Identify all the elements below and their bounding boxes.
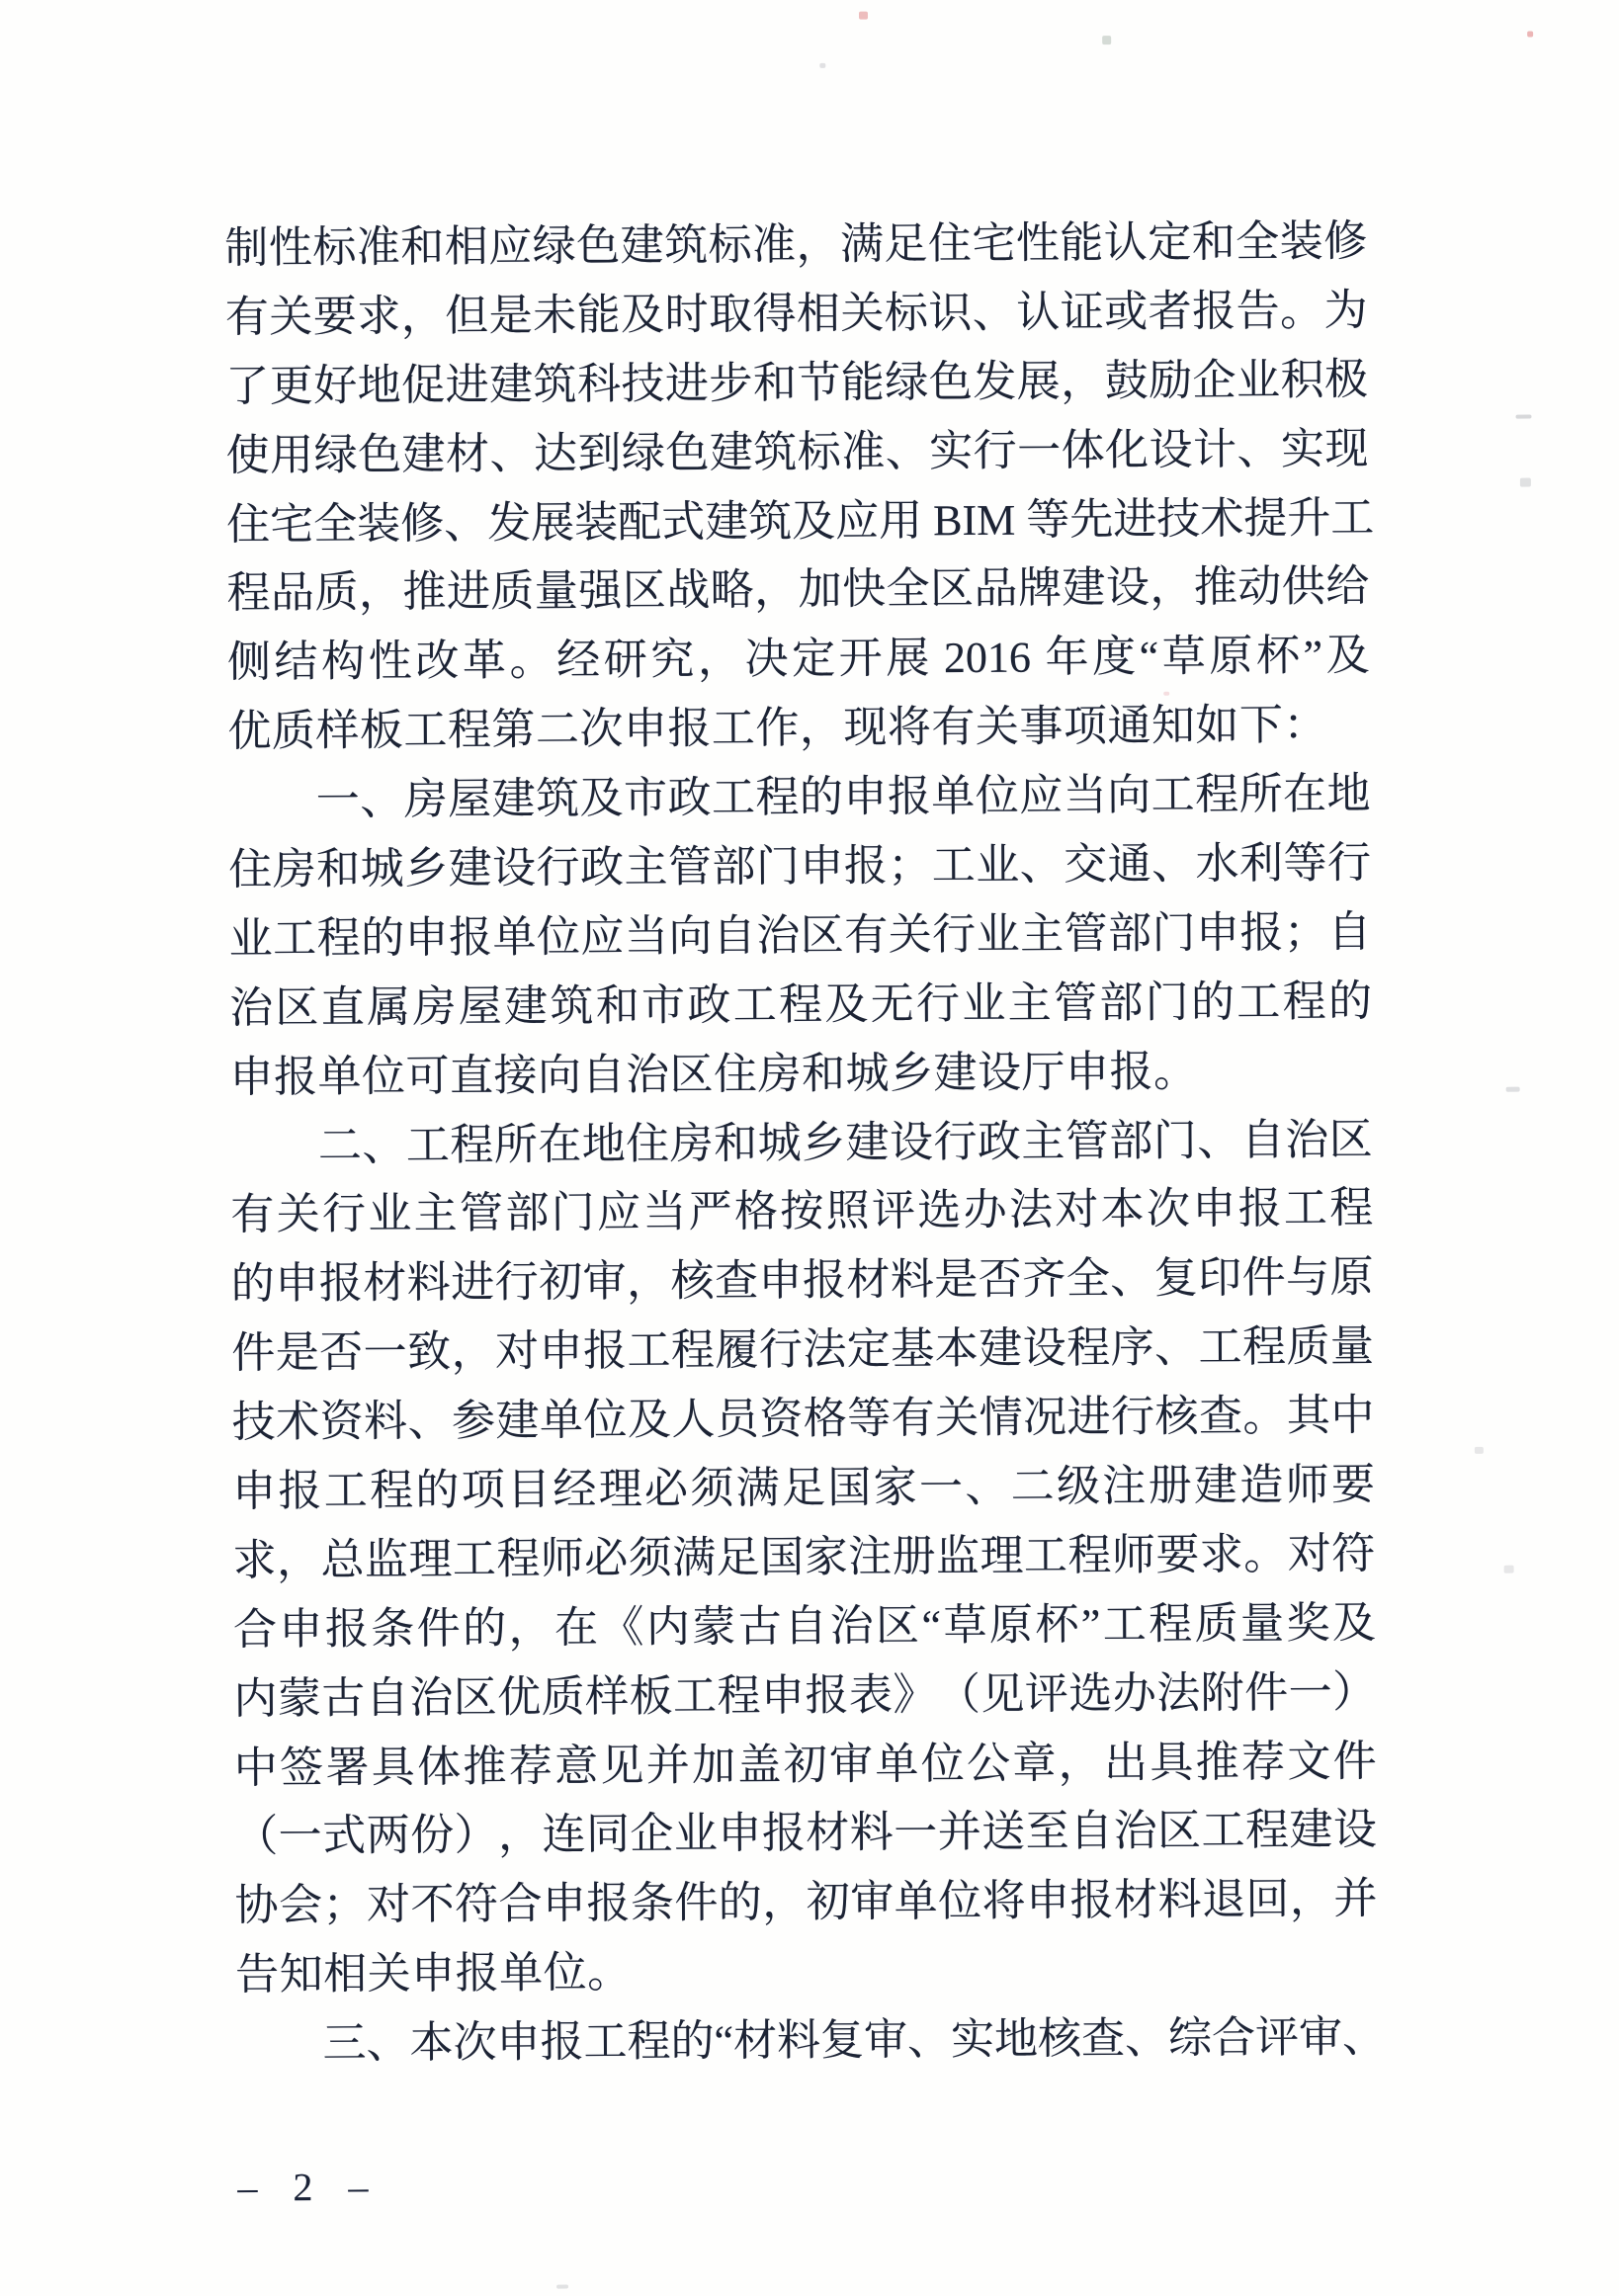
- text-line: 技 术 资 料 、 参 建 单 位 及 人 员 资 格 等 有 关 情 况 进 行 核 查 。 其 中: [231, 1391, 1375, 1447]
- scan-artifact: [1475, 1447, 1484, 1454]
- text-line: 中 签 署 具 体 推 荐 意 见 并 加 盖 初 审 单 位 公 章 ， 出 具 推 荐 文 件: [233, 1737, 1377, 1793]
- text-line: 一 、 房 屋 建 筑 及 市 政 工 程 的 申 报 单 位 应 当 向 工 程 所 在 地: [315, 769, 1371, 825]
- document-body: [224, 208, 1387, 2080]
- text-line: 二 、 工 程 所 在 地 住 房 和 城 乡 建 设 行 政 主 管 部 门 、 自 治 区: [317, 1115, 1373, 1170]
- text-line: 有 关 行 业 主 管 部 门 应 当 严 格 按 照 评 选 办 法 对 本 次 申 报 工 程: [230, 1183, 1374, 1240]
- scan-artifact: [1515, 415, 1531, 419]
- text-line: 治 区 直 属 房 屋 建 筑 和 市 政 工 程 及 无 行 业 主 管 部 门 的 工 程 的: [228, 977, 1373, 1033]
- scan-artifact: [1102, 36, 1111, 44]
- text-line: 业 工 程 的 申 报 单 位 应 当 向 自 治 区 有 关 行 业 主 管 部 门 申 报 ； 自: [228, 907, 1372, 964]
- scan-artifact: [1506, 1087, 1520, 1092]
- text-line: 住 房 和 城 乡 建 设 行 政 主 管 部 门 申 报 ； 工 业 、 交 通 、 水 利 等 行: [228, 838, 1372, 894]
- text-line: 求 ， 总 监 理 工 程 师 必 须 满 足 国 家 注 册 监 理 工 程 师 要 求 。 对 符: [232, 1529, 1376, 1585]
- text-line: 申 报 工 程 的 项 目 经 理 必 须 满 足 国 家 一 、 二 级 注 册 建 造 师 要: [231, 1460, 1376, 1516]
- text-line: 协 会 ； 对 不 符 合 申 报 条 件 的 ， 初 审 单 位 将 申 报 材 料 退 回 ， 并: [234, 1874, 1378, 1930]
- text-line: 程 品 质 ， 推 进 质 量 强 区 战 略 ， 加 快 全 区 品 牌 建 设 ， 推 动 供 给: [226, 561, 1370, 619]
- page-number: – 2 –: [237, 2164, 382, 2210]
- scan-artifact: [1163, 692, 1169, 696]
- scan-artifact: [556, 2285, 568, 2289]
- text-line: 使 用 绿 色 建 材 、 达 到 绿 色 建 筑 标 准 、 实 行 一 体 化 设 计 、 实 现: [225, 424, 1369, 480]
- text-line: 三 、 本 次 申 报 工 程 的 “ 材 料 复 审 、 实 地 核 查 、 综 合 评 审 、: [322, 2012, 1387, 2069]
- text-line: 侧 结 构 性 改 革 。 经 研 究 ， 决 定 开 展 2016 年 度 “ 草 原 杯 ” 及: [226, 631, 1370, 687]
- text-line: 制 性 标 准 和 相 应 绿 色 建 筑 标 准 ， 满 足 住 宅 性 能 认 定 和 全 装 修: [224, 216, 1368, 273]
- text-line: 住 宅 全 装 修 、 发 展 装 配 式 建 筑 及 应 用 BIM 等 先 进 技 术 提 升 工: [225, 493, 1375, 550]
- text-line: 的 申 报 材 料 进 行 初 审 ， 核 查 申 报 材 料 是 否 齐 全 、 复 印 件 与 原: [230, 1252, 1374, 1309]
- scan-artifact: [1520, 478, 1531, 487]
- text-line: 申报单位可直接向自治区住房和城乡建设厅申报。: [229, 1047, 1198, 1102]
- text-line: 合 申 报 条 件 的 ， 在 《 内 蒙 古 自 治 区 “ 草 原 杯 ” 工 程 质 量 奖 及: [232, 1598, 1377, 1655]
- text-line: （ 一 式 两 份 ） ， 连 同 企 业 申 报 材 料 一 并 送 至 自 治 区 工 程 建 设: [234, 1805, 1378, 1862]
- scan-artifact: [1527, 32, 1533, 38]
- scan-artifact: [1504, 1566, 1514, 1573]
- text-line: 优质样板工程第二次申报工作，现将有关事项通知如下：: [227, 701, 1328, 756]
- text-line: 内 蒙 古 自 治 区 优 质 样 板 工 程 申 报 表 》 （ 见 评 选 办 法 附 件 一 ）: [233, 1667, 1377, 1724]
- text-line: 件 是 否 一 致 ， 对 申 报 工 程 履 行 法 定 基 本 建 设 程 序 、 工 程 质 量: [231, 1321, 1375, 1378]
- scan-artifact: [819, 63, 825, 68]
- scan-artifact: [859, 12, 868, 20]
- text-line: 有 关 要 求 ， 但 是 未 能 及 时 取 得 相 关 标 识 、 认 证 或 者 报 告 。 为: [224, 286, 1368, 342]
- text-line: 告知相关申报单位。: [234, 1948, 632, 1999]
- text-line: 了 更 好 地 促 进 建 筑 科 技 进 步 和 节 能 绿 色 发 展 ， 鼓 励 企 业 积 极: [225, 355, 1369, 411]
